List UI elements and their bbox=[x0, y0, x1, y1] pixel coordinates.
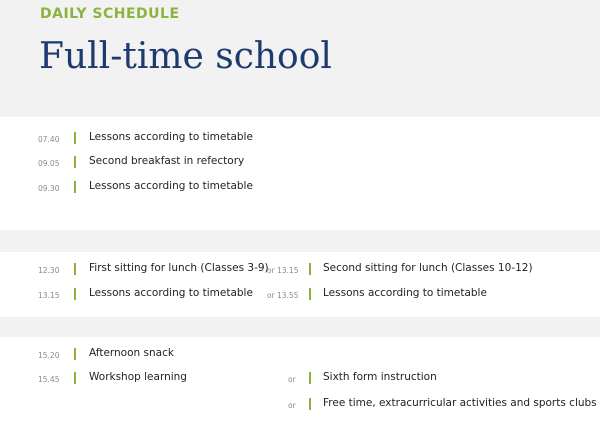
row-alt-marker bbox=[309, 372, 311, 384]
row-label: Second breakfast in refectory bbox=[89, 155, 245, 167]
section-eyebrow: DAILY SCHEDULE bbox=[40, 6, 180, 22]
page-title: Full-time school bbox=[39, 36, 332, 77]
row-alt-connector: or bbox=[267, 266, 275, 275]
row-label: Afternoon snack bbox=[89, 347, 174, 359]
row-label: Lessons according to timetable bbox=[89, 287, 253, 299]
row-alt-connector: or bbox=[288, 401, 296, 410]
row-marker bbox=[74, 156, 76, 168]
row-alt-label: Sixth form instruction bbox=[323, 371, 437, 383]
section-divider bbox=[0, 317, 600, 337]
row-alt-marker bbox=[309, 398, 311, 410]
row-marker bbox=[74, 348, 76, 360]
row-label: Lessons according to timetable bbox=[89, 180, 253, 192]
row-alt-label: Second sitting for lunch (Classes 10-12) bbox=[323, 262, 533, 274]
row-marker bbox=[74, 181, 76, 193]
row-alt-label: Lessons according to timetable bbox=[323, 287, 487, 299]
row-alt-label: Free time, extracurricular activities and sports clubs bbox=[323, 397, 597, 409]
row-time: 13.15 bbox=[38, 291, 60, 300]
row-marker bbox=[74, 263, 76, 275]
row-marker bbox=[74, 372, 76, 384]
section-divider bbox=[0, 230, 600, 252]
row-label: Workshop learning bbox=[89, 371, 187, 383]
row-time: 07.40 bbox=[38, 135, 60, 144]
row-alt-time: 13.55 bbox=[277, 291, 299, 300]
row-label: First sitting for lunch (Classes 3-9) bbox=[89, 262, 269, 274]
row-alt-marker bbox=[309, 263, 311, 275]
row-time: 15.20 bbox=[38, 351, 60, 360]
row-alt-marker bbox=[309, 288, 311, 300]
row-alt-connector: or bbox=[267, 291, 275, 300]
row-alt-time: 13.15 bbox=[277, 266, 299, 275]
page-header bbox=[0, 0, 600, 117]
row-label: Lessons according to timetable bbox=[89, 131, 253, 143]
row-time: 09.30 bbox=[38, 184, 60, 193]
row-marker bbox=[74, 288, 76, 300]
row-time: 12.30 bbox=[38, 266, 60, 275]
row-marker bbox=[74, 132, 76, 144]
row-alt-connector: or bbox=[288, 375, 296, 384]
row-time: 09.05 bbox=[38, 159, 60, 168]
row-time: 15.45 bbox=[38, 375, 60, 384]
